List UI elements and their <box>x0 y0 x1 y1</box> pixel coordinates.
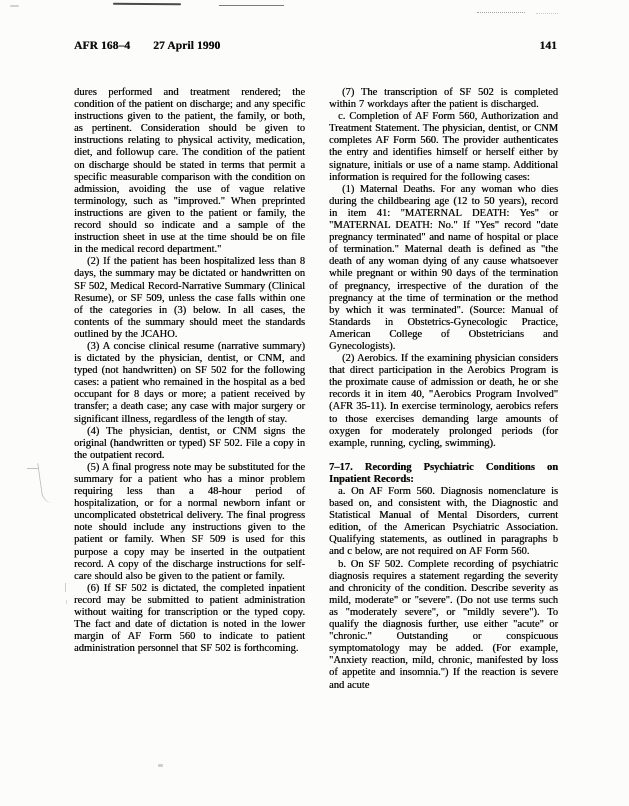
pencil-margin-mark <box>27 468 38 469</box>
scan-mark-artifact <box>10 5 19 7</box>
scan-streak-artifact <box>113 3 181 5</box>
section-heading-7-17: 7–17. Recording Psychiatric Conditions on Inpatient Records: <box>329 461 558 485</box>
document-date: 27 April 1990 <box>153 40 221 52</box>
paragraph-2: (2) If the patient has been hospitalized less than 8 days, the summary may be dictated or handwritten on SF 502, Medical Record-Narrative Summary (Clinical Resume), or SF 509, unless the case falls within one of the categories in (3) below. In all cases, the contents of the summary should meet the standards outlined by the JCAHO. <box>74 256 305 340</box>
paragraph-7: (7) The transcription of SF 502 is completed within 7 workdays after the patient is discharged. <box>329 87 558 111</box>
pencil-margin-mark <box>37 461 56 504</box>
paragraph-maternal-deaths: (1) Maternal Deaths. For any woman who dies during the childbearing age (12 to 50 years), record in item 41: "MATERNAL DEATH: Yes" or "MATERNAL DEATH: No." If "Yes" record "date pregnancy terminated" and name of hospital or place of termination." Maternal death is defined as "the death of any woman dying of any cause whatsoever while pregnant or within 90 days of the termination of pregnancy, irrespective of the duration of the pregnancy at the time of termination or the method by which it was terminated". (Source: Manual of Standards in Obstetrics-Gynecologic Practice, American College of Obstetricians and Gynecologists). <box>329 183 558 352</box>
scan-dots-artifact <box>477 12 525 13</box>
paragraph-6: (6) If SF 502 is dictated, the completed inpatient record may be submitted to patient administration without waiting for transcription or the typed copy. The fact and date of dictation is noted in the lower margin of AF Form 560 to indicate to patient administration personnel that SF 502 is forthcoming. <box>74 582 305 655</box>
document-id: AFR 168–4 <box>74 40 131 52</box>
scan-dots-artifact <box>536 13 558 14</box>
scan-streak-artifact <box>219 5 284 6</box>
scan-tick-artifact <box>66 600 67 604</box>
page-header <box>74 40 557 52</box>
scan-tick-artifact <box>65 583 66 592</box>
paragraph-3: (3) A concise clinical resume (narrative summary) is dictated by the physician, dentist, or CNM, and typed (not handwritten) on SF 502 for the following cases: a patient who remained in the hospital as a bed occupant for 8 days or more; a patient received by transfer; a death case; any case with major surgery or significant illness, regardless of the length of stay. <box>74 340 305 425</box>
left-column <box>74 87 305 655</box>
paragraph-a: a. On AF Form 560. Diagnosis nomenclature is based on, and consistent with, the Diagnostic and Statistical Manual of Mental Disorders, current edition, of the American Psychiatric Association. Qualifying statements, as outlined in paragraphs b and c below, are not required on AF Form 560. <box>329 486 558 558</box>
paragraph-c: c. Completion of AF Form 560, Authorization and Treatment Statement. The physician, dentist, or CNM completes AF Form 560. The provider authenticates the entry and identifies himself or herself either by signature, initials or use of a name stamp. Additional information is required for the following cases: <box>329 111 558 183</box>
page-number: 141 <box>539 40 557 52</box>
paragraph-4: (4) The physician, dentist, or CNM signs the original (handwritten or typed) SF 502. File a copy in the outpatient record. <box>74 425 305 461</box>
right-column <box>329 87 558 692</box>
paragraph-b: b. On SF 502. Complete recording of psychiatric diagnosis requires a statement regarding the severity and chronicity of the condition. Describe severity as mild, moderate" or "severe". (Do not use terms such as "moderately severe", or "mildly severe"). To qualify the diagnosis further, use either "acute" or "chronic." Outstanding or conspicuous symptomatology may be added. (For example, "Anxiety reaction, mild, chronic, manifested by loss of appetite and insomnia.") If the reaction is severe and acute <box>329 558 558 691</box>
paragraph-continuation: dures performed and treatment rendered; the condition of the patient on discharge; and any specific instructions given to the patient, the family, or both, as pertinent. Consideration should be given to instructions relating to physical activity, medication, diet, and followup care. The condition of the patient on discharge should be stated in terms that permit a specific measurable comparison with the condition on admission, avoiding the use of vague relative terminology, such as "improved." When preprinted instructions are given to the patient or family, the record should so indicate and a sample of the instruction sheet in use at the time should be on file in the medical record department." <box>74 87 305 256</box>
scan-smudge-artifact <box>158 764 163 767</box>
paragraph-aerobics: (2) Aerobics. If the examining physician considers that direct participation in the Aerobics Program is the proximate cause of admission or death, he or she records it in item 40, "Aerobics Program Involved" (AFR 35-11). In exercise terminology, aerobics refers to those exercises demanding large amounts of oxygen for moderately prolonged periods (for example, running, cycling, swimming). <box>329 353 558 449</box>
paragraph-5: (5) A final progress note may be substituted for the summary for a patient who has a minor problem requiring less than a 48-hour period of hospitalization, or for a normal newborn infant or uncomplicated obstetrical delivery. The final progress note should include any instructions given to the patient or family. When SF 509 is used for this purpose a copy may be inserted in the outpatient record. A copy of the discharge instructions for self-care should also be given to the patient or family. <box>74 461 305 582</box>
